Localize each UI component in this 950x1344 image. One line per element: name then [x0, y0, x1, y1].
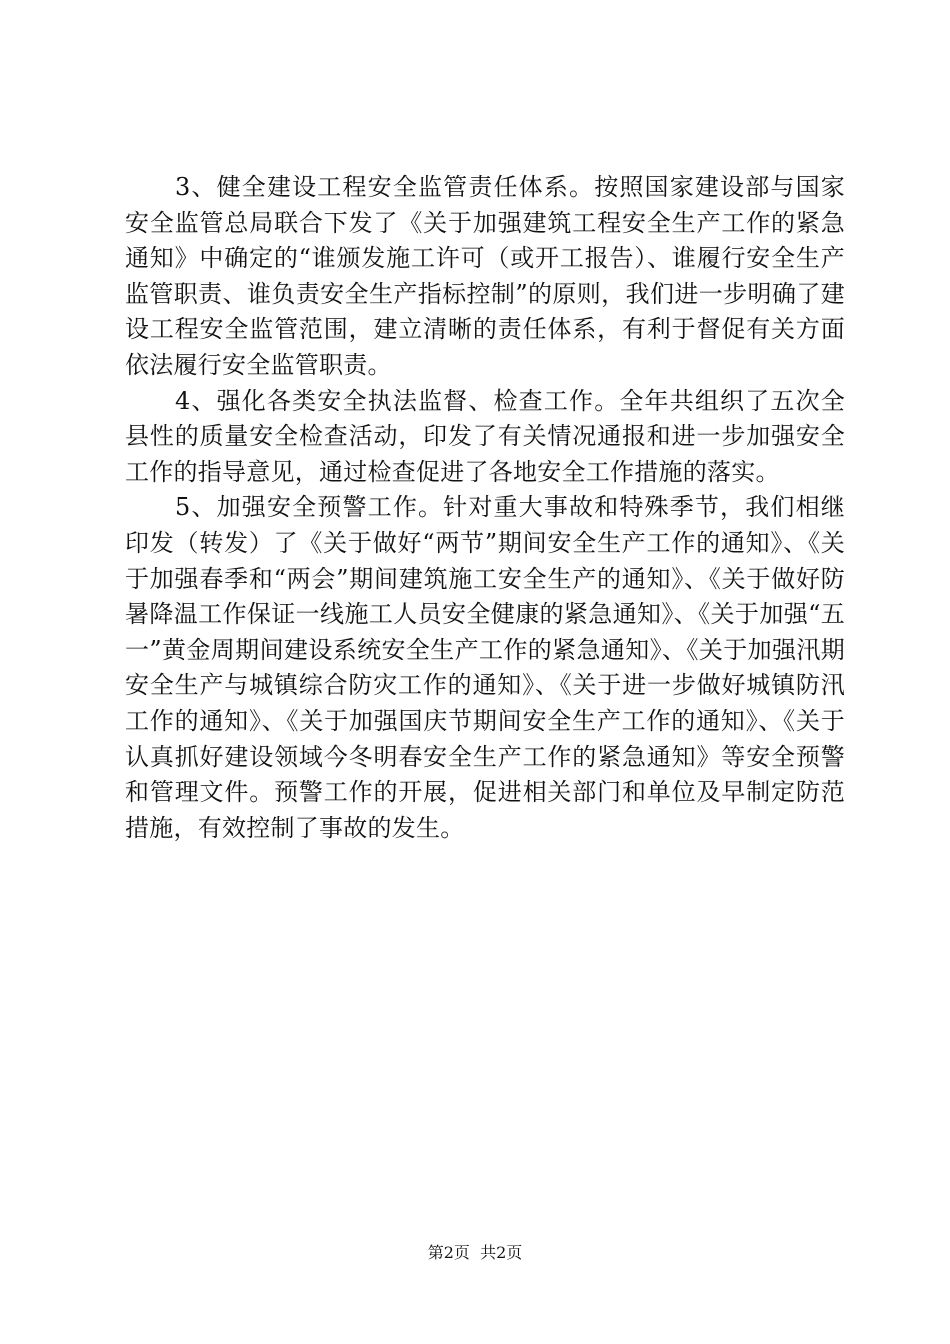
page-total: 共2页 — [480, 1243, 523, 1262]
page-number: 第2页 — [427, 1243, 470, 1262]
paragraph-4: 4、强化各类安全执法监督、检查工作。全年共组织了五次全县性的质量安全检查活动，印发了有关情况通报和进一步加强安全工作的指导意见，通过检查促进了各地安全工作措施的落实。 — [125, 386, 845, 486]
paragraph-3: 3、健全建设工程安全监管责任体系。按照国家建设部与国家安全监管总局联合下发了《关于加强建筑工程安全生产工作的紧急通知》中确定的“谁颁发施工许可（或开工报告）、谁履行安全生产监管职责、谁负责安全生产指标控制”的原则，我们进一步明确了建设工程安全监管范围，建立清晰的责任体系，有利于督促有关方面依法履行安全监管职责。 — [125, 173, 845, 379]
paragraph-5: 5、加强安全预警工作。针对重大事故和特殊季节，我们相继印发（转发）了《关于做好“两节”期间安全生产工作的通知》、《关于加强春季和“两会”期间建筑施工安全生产的通知》、《关于做好防暑降温工作保证一线施工人员安全健康的紧急通知》、《关于加强“五一”黄金周期间建设系统安全生产工作的紧急通知》、《关于加强汛期安全生产与城镇综合防灾工作的通知》、《关于进一步做好城镇防汛工作的通知》、《关于加强国庆节期间安全生产工作的通知》、《关于认真抓好建设领域今冬明春安全生产工作的紧急通知》等安全预警和管理文件。预警工作的开展，促进相关部门和单位及早制定防范措施，有效控制了事故的发生。 — [125, 493, 845, 842]
document-body — [125, 170, 845, 846]
page-footer — [0, 1243, 950, 1263]
footer-separator — [470, 1243, 480, 1262]
